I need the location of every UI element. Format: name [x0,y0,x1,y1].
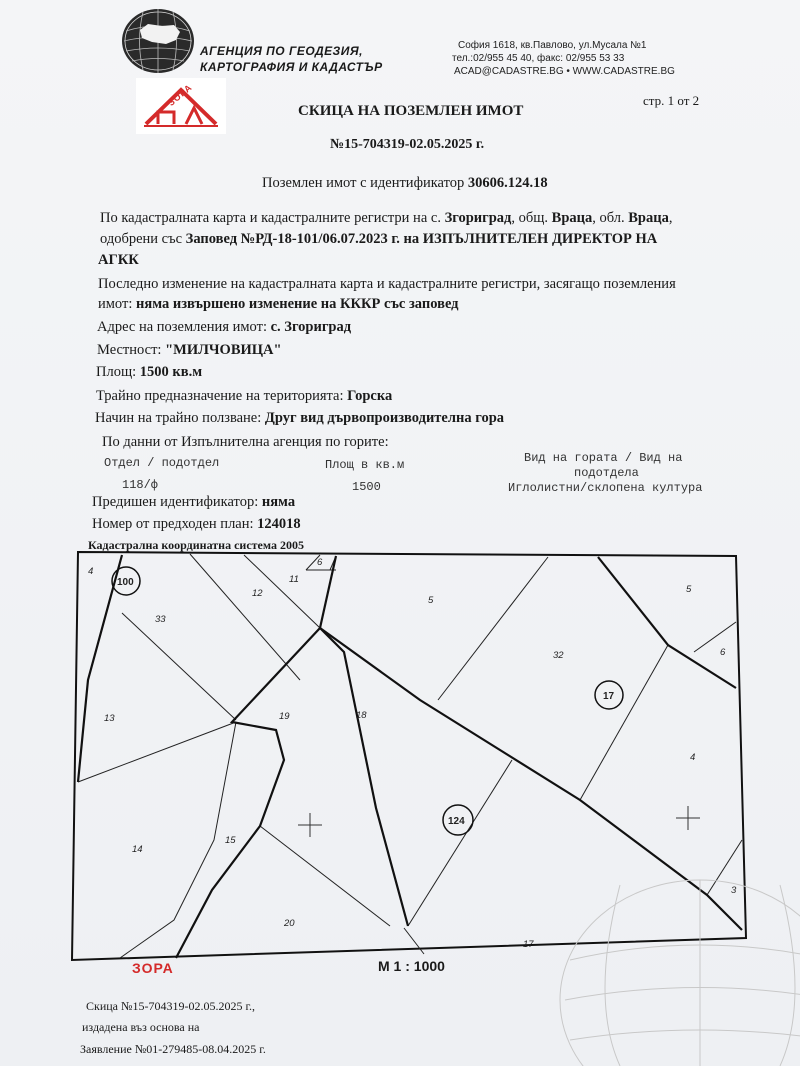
label-6-right: 6 [720,647,726,658]
purpose-label: Трайно предназначение на територията: [96,388,344,404]
map-frame [72,552,746,960]
label-13: 13 [104,713,115,724]
footer-line2: издадена въз основа на [82,1020,200,1034]
para1-sep1: , общ. [511,210,549,226]
boundary-13-14 [78,722,236,782]
thick-18 [320,628,408,926]
identifier-label: Поземлен имот с идентификатор [262,175,465,191]
label-4-right: 4 [690,752,696,763]
boundary-32-4 [580,645,668,800]
boundary-5-6 [694,622,736,652]
label-3: 3 [731,885,737,896]
agency-name-line1: АГЕНЦИЯ ПО ГЕОДЕЗИЯ, [200,44,363,58]
document-title: СКИЦА НА ПОЗЕМЛЕН ИМОТ [298,103,524,119]
prev-id-value: няма [261,494,296,510]
boundary-14-15 [120,722,236,958]
agency-phone: тел.:02/955 45 40, факс: 02/955 53 33 [452,53,625,64]
zora-watermark: ЗОРА [132,960,174,976]
label-20: 20 [284,918,295,929]
prev-plan-value: 124018 [257,516,301,532]
identifier-value: 30606.124.18 [467,175,548,191]
coord-system-title: Кадастрална координатна система 2005 [88,538,304,552]
approval-order: Заповед №РД-18-101/06.07.2023 г. на ИЗПЪЛНИТЕЛЕН ДИРЕКТОР НА [185,231,658,247]
forest-header-dept: Отдел / подотдел [104,456,220,470]
thick-5-32 [598,557,736,688]
address-value: с. Згориград [270,319,352,335]
forest-row-area: 1500 [352,480,381,494]
label-5-right: 5 [686,584,692,595]
globe-watermark [560,880,800,1066]
forest-header-area: Площ в кв.м [325,458,405,472]
para1-intro: По кадастралната карта и кадастралните регистри на с. [100,210,441,226]
footer-line3: Заявление №01-279485-08.04.2025 г. [80,1042,266,1056]
label-124: 124 [448,816,465,827]
usage-value: Друг вид дървопроизводителна гора [264,410,505,426]
thick-diagonal [320,628,742,930]
centroid-crosses [298,806,700,837]
label-5-center: 5 [428,595,434,606]
boundary-3 [707,840,742,895]
label-17-bottom: 17 [523,939,534,950]
prev-id-label: Предишен идентификатор: [92,494,259,510]
prev-plan-label: Номер от предходен план: [92,516,254,532]
para1-sep2: , обл. [592,210,625,226]
label-15: 15 [225,835,236,846]
label-12: 12 [252,588,263,599]
document-number: №15-704319-02.05.2025 г. [330,137,485,152]
label-33: 33 [155,614,166,625]
address-label: Адрес на поземления имот: [97,319,267,335]
forest-row-type: Иглолистни/склопена култура [508,481,703,495]
label-100: 100 [117,577,134,588]
para2-line1: Последно изменение на кадастралната карта и кадастралните регистри, засягащо поземления [98,276,676,292]
parcel-boundaries [78,554,742,958]
para1-line3: АГКК [98,252,139,268]
thick-top [320,556,336,628]
boundary-5-32 [438,557,548,700]
agency-address: София 1618, кв.Павлово, ул.Мусала №1 [458,40,647,51]
agency-name-line2: КАРТОГРАФИЯ И КАДАСТЪР [200,60,383,74]
para2-label: имот: [98,296,133,312]
map-scale: М 1 : 1000 [378,958,445,974]
label-6-top: 6 [317,557,323,568]
label-18: 18 [356,710,367,721]
last-change-value: няма извършено изменение на КККР със заповед [136,296,459,312]
forest-header-type: Вид на гората / Вид на [524,451,683,465]
watermark-globe-latitudes [565,945,800,1040]
label-19: 19 [279,711,290,722]
watermark-globe-outline [560,880,800,1066]
forest-header-subtype: подотдела [574,466,639,480]
forest-row-dept: 118/ф [122,478,159,492]
municipality-name: Враца [551,210,593,226]
label-11: 11 [289,574,299,585]
village-name: Згориград [444,210,512,226]
forest-intro: По данни от Изпълнителна агенция по горите: [102,434,389,450]
region-name: Враца [628,210,669,226]
page-counter: стр. 1 от 2 [643,93,700,108]
area-label: Площ: [96,364,137,380]
purpose-value: Горска [347,388,393,404]
label-4-top: 4 [88,566,94,577]
area-value: 1500 кв.м [139,364,203,380]
boundary-124-18 [408,760,512,926]
label-14: 14 [132,844,143,855]
locality-label: Местност: [97,342,162,358]
thick-boundaries [78,555,742,958]
boundary-33-13 [122,613,236,720]
label-32: 32 [553,650,564,661]
agency-web: ACAD@CADASTRE.BG • WWW.CADASTRE.BG [454,66,675,77]
zora-logo-text: ЗОРА [166,82,195,108]
label-17-circle: 17 [603,691,615,702]
boundary-19-20 [260,826,390,926]
boundary-20-17 [404,928,424,954]
usage-label: Начин на трайно ползване: [95,410,262,426]
watermark-globe-meridians [605,880,795,1066]
para1-approved: одобрени със [100,231,183,247]
boundary-12-19 [190,554,300,680]
footer-line1: Скица №15-704319-02.05.2025 г., [86,999,256,1013]
locality-value: "МИЛЧОВИЦА" [165,342,282,358]
para1-sep3: , [668,210,673,226]
